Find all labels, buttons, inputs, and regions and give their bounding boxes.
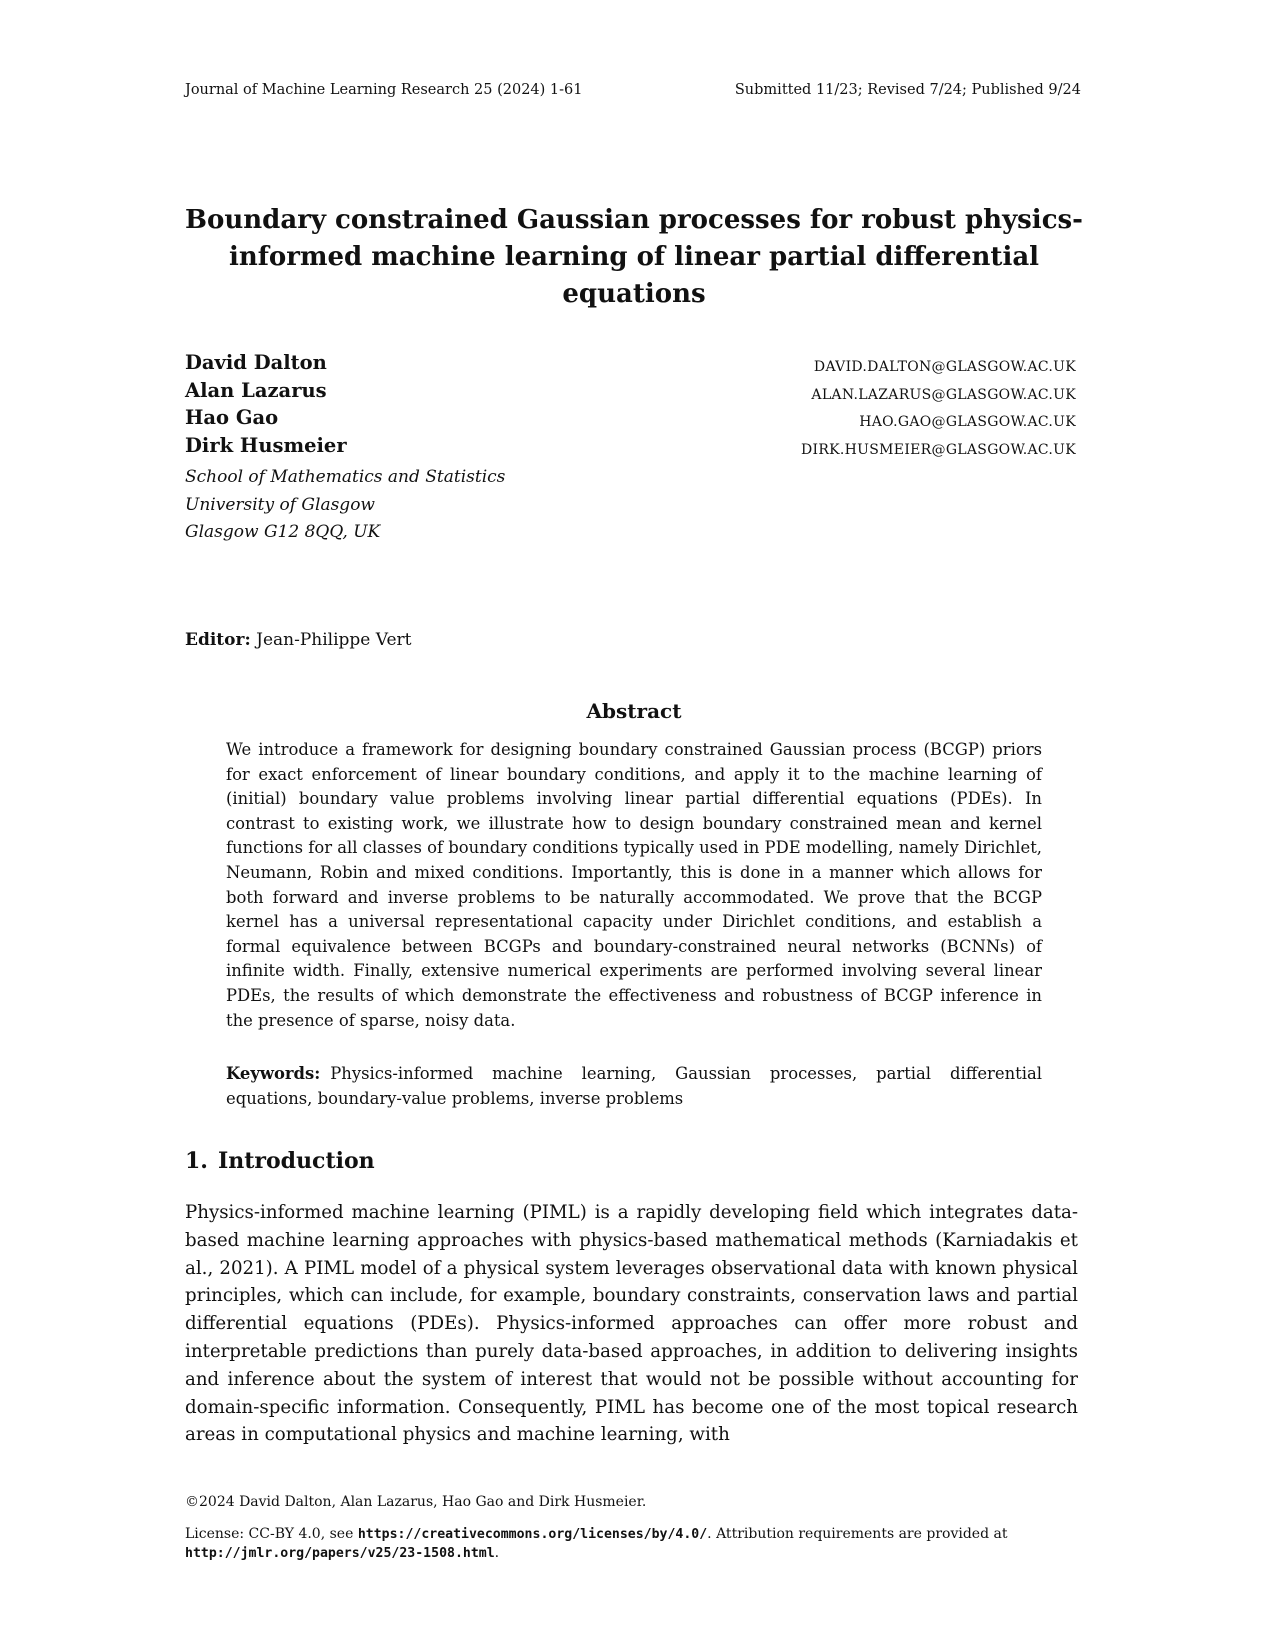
affiliation-address: Glasgow G12 8QQ, UK [185,522,381,542]
author-email: DAVID.DALTON@GLASGOW.AC.UK [813,359,1076,375]
author-name: Dirk Husmeier [185,433,347,457]
license-notice [185,1525,1078,1563]
keywords-label: Keywords: [226,1064,321,1083]
introduction-paragraph: Physics-informed machine learning (PIML) is a rapidly developing field which integrates data-based machine learning approaches with physics-based mathematical methods (Karniadakis et al., 2021). A PIML model of a physical system leverages observational data with known physical principles, which can include, for example, boundary constraints, conservation laws and partial differential equations (PDEs). Physics-informed approaches can offer more robust and interpretable predictions than purely data-based approaches, in addition to delivering insights and inference about the system of interest that would not be possible without accounting for domain-specific information. Consequently, PIML has become one of the most topical research areas in computational physics and machine learning, with [185,1202,1078,1446]
footnote [185,1493,1078,1563]
editor-name: Jean-Philippe Vert [256,630,412,650]
author-emails [801,354,1076,464]
section-heading-introduction [185,1146,375,1176]
affiliation-department: School of Mathematics and Statistics [185,467,506,487]
license-prefix: License: CC-BY 4.0, see [185,1526,354,1542]
journal-running-head: Journal of Machine Learning Research 25 (2024) 1-61 [185,82,583,98]
paper-link[interactable]: http://jmlr.org/papers/v25/23-1508.html [185,1546,495,1561]
section-title: Introduction [217,1148,375,1174]
author-name: Alan Lazarus [185,378,327,402]
editor-label: Editor: [185,630,251,650]
license-link[interactable]: https://creativecommons.org/licenses/by/4.0/ [357,1527,708,1542]
author-email: ALAN.LAZARUS@GLASGOW.AC.UK [811,386,1076,403]
copyright-notice: ©2024 David Dalton, Alan Lazarus, Hao Gao and Dirk Husmeier. [185,1494,647,1510]
license-end: . [494,1545,500,1561]
submission-dates: Submitted 11/23; Revised 7/24; Published 9/24 [734,82,1081,98]
affiliation-university: University of Glasgow [185,494,375,515]
abstract-heading: Abstract [586,699,682,723]
author-name: Hao Gao [185,406,279,429]
keywords [226,1062,1042,1111]
affiliation [185,464,505,547]
author-email: HAO.GAO@GLASGOW.AC.UK [859,414,1076,430]
author-email: DIRK.HUSMEIER@GLASGOW.AC.UK [800,441,1076,458]
section-number: 1. [185,1148,208,1174]
editor-line [185,628,412,652]
abstract-text: We introduce a framework for designing boundary constrained Gaussian process (BCGP) priors for exact enforcement of linear boundary conditions, and apply it to the machine learning of (initial) boundary value problems involving linear partial differential equations (PDEs). In contrast to existing work, we illustrate how to design boundary constrained mean and kernel functions for all classes of boundary conditions typically used in PDE modelling, namely Dirichlet, Neumann, Robin and mixed conditions. Importantly, this is done in a manner which allows for both forward and inverse problems to be naturally accommodated. We prove that the BCGP kernel has a universal representational capacity under Dirichlet conditions, and establish a formal equivalence between BCGPs and boundary-constrained neural networks (BCNNs) of infinite width. Finally, extensive numerical experiments are performed involving several linear PDEs, the results of which demonstrate the effectiveness and robustness of BCGP inference in the presence of sparse, noisy data. [226,740,1042,1030]
author-name: David Dalton [185,351,327,374]
paper-title: Boundary constrained Gaussian processes for robust physics-informed machine learning of linear partial differential equations [185,205,1083,309]
author-list [185,349,347,459]
keywords-text: Physics-informed machine learning, Gaussian processes, partial differential equations, boundary-value problems, inverse problems [226,1064,1042,1108]
license-mid: . Attribution requirements are provided at [707,1526,1008,1542]
